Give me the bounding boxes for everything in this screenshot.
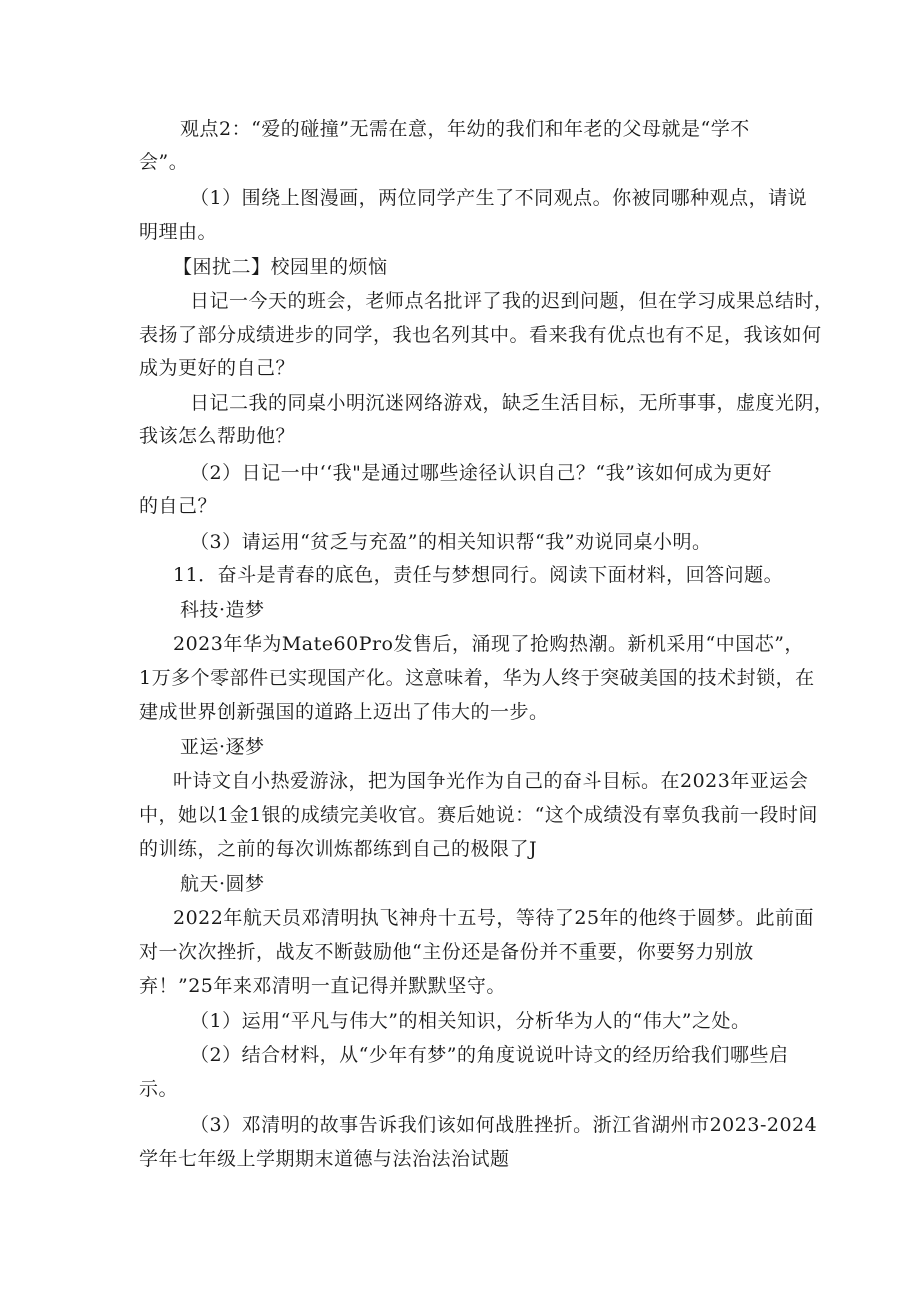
viewpoint-2-line-2: 会”。 <box>139 151 189 173</box>
q11-sub-2-line-2: 示。 <box>139 1078 179 1100</box>
huawei-line-2: 1万多个零部件已实现国产化。这意味着，华为人终于突破美国的技术封锁，在 <box>139 667 815 689</box>
question-1-line-2: 明理由。 <box>139 221 218 243</box>
q11-sub-2-line-1: （2）结合材料，从“少年有梦”的角度说说叶诗文的经历给我们哪些启 <box>190 1044 789 1066</box>
diary-1-line-1: 日记一今天的班会，老师点名批评了我的迟到问题，但在学习成果总结时， <box>190 290 834 312</box>
q11-sub-1: （1）运用“平凡与伟大”的相关知识，分析华为人的“伟大”之处。 <box>190 1010 751 1032</box>
diary-2-line-2: 我该怎么帮助他？ <box>139 425 296 447</box>
ye-shiwen-line-1: 叶诗文自小热爱游泳，把为国争光作为自己的奋斗目标。在2023年亚运会 <box>173 770 809 792</box>
huawei-line-1: 2023年华为Mate60Pro发售后，涌现了抢购热潮。新机采用“中国芯”， <box>173 633 804 655</box>
question-2-line-2: 的自己？ <box>139 495 218 517</box>
diary-1-line-3: 成为更好的自己？ <box>139 357 296 379</box>
question-11-heading: 11．奋斗是青春的底色，责任与梦想同行。阅读下面材料，回答问题。 <box>173 564 784 586</box>
deng-qingming-line-1: 2022年航天员邓清明执飞神舟十五号，等待了25年的他终于圆梦。此前面 <box>173 907 815 929</box>
question-2-line-1: （2）日记一中‘‘我"是通过哪些途径认识自己？“我”该如何成为更好 <box>190 462 772 484</box>
deng-qingming-line-3: 弃！”25年来邓清明一直记得并默默坚守。 <box>139 975 506 997</box>
question-1-line-1: （1）围绕上图漫画，两位同学产生了不同观点。你被同哪种观点，请说 <box>190 187 808 209</box>
deng-qingming-line-2: 对一次次挫折，战友不断鼓励他“主份还是备份并不重要，你要努力别放 <box>139 941 754 963</box>
q11-sub-3-line-2: 学年七年级上学期期末道德与法治法治试题 <box>139 1148 510 1170</box>
q11-sub-3-line-1: （3）邓清明的故事告诉我们该如何战胜挫折。浙江省湖州市2023-2024 <box>190 1114 818 1136</box>
question-3: （3）请运用“贫乏与充盈”的相关知识帮“我”劝说同桌小明。 <box>190 531 712 553</box>
section-heading-trouble-2: 【困扰二】校园里的烦恼 <box>173 256 388 278</box>
diary-1-line-2: 表扬了部分成绩进步的同学，我也名列其中。看来我有优点也有不足，我该如何 <box>139 324 822 346</box>
ye-shiwen-line-3: 的训练，之前的每次训炼都练到自己的极限了J <box>139 838 538 860</box>
viewpoint-2-line-1: 观点2：“爱的碰撞”无需在意，年幼的我们和年老的父母就是“学不 <box>180 118 750 140</box>
subtitle-asian-games: 亚运·逐梦 <box>180 736 265 758</box>
subtitle-space-dream: 航天·圆梦 <box>180 873 265 895</box>
ye-shiwen-line-2: 中，她以1金1银的成绩完美收官。赛后她说：“这个成绩没有辜负我前一段时间 <box>139 804 818 826</box>
diary-2-line-1: 日记二我的同桌小明沉迷网络游戏，缺乏生活目标，无所事事，虚度光阴， <box>190 392 834 414</box>
subtitle-tech-dream: 科技·造梦 <box>180 599 265 621</box>
huawei-line-3: 建成世界创新强国的道路上迈出了伟大的一步。 <box>139 701 549 723</box>
